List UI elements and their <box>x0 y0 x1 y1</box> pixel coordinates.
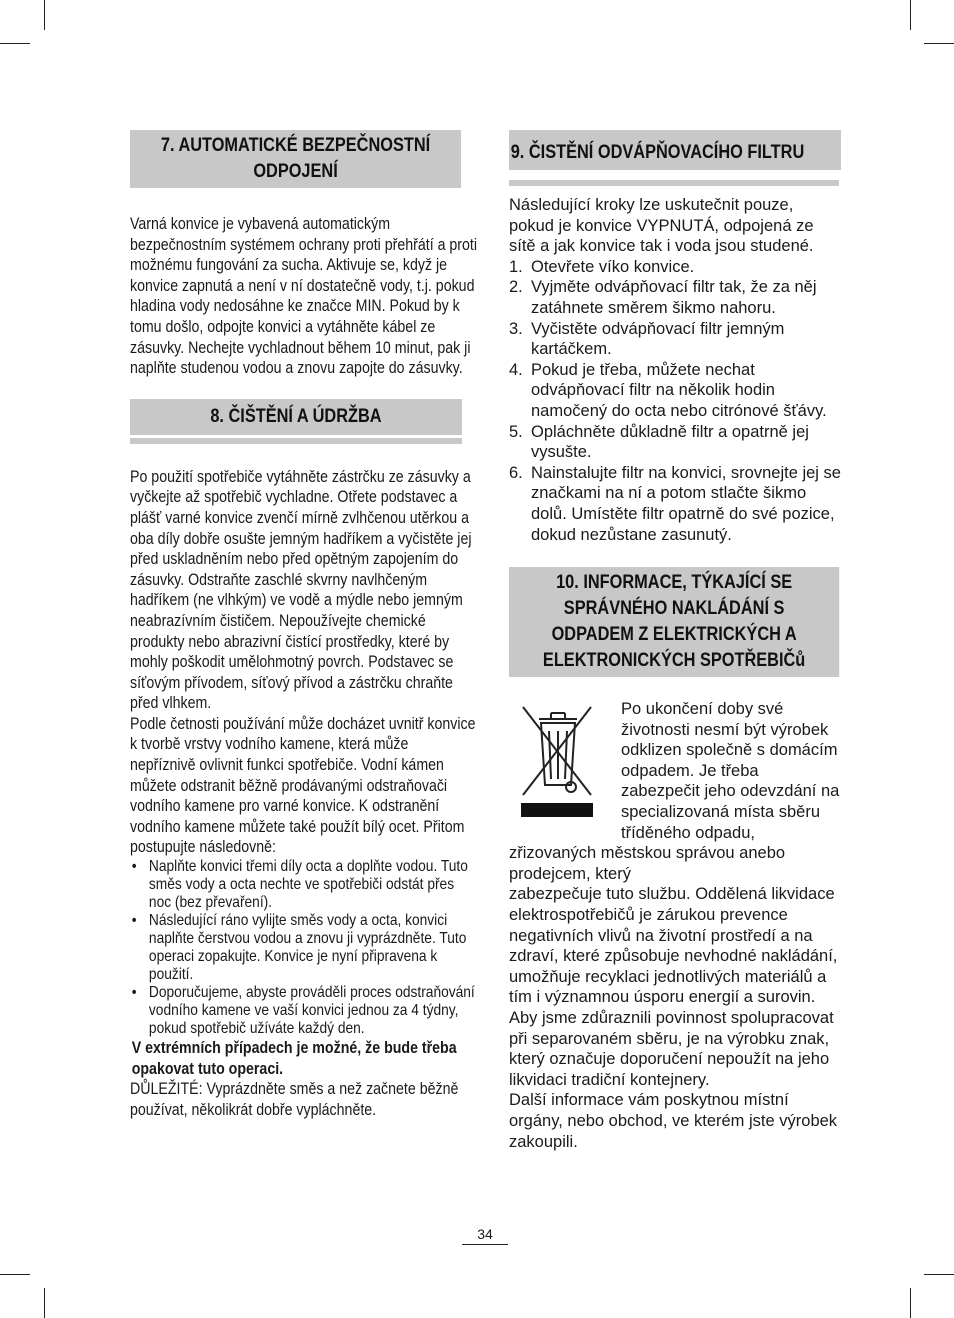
crop-mark <box>924 43 954 44</box>
page-number: 34 <box>462 1226 508 1245</box>
bold-note: V extrémních případech je možné, že bude třeba opakovat tuto operaci. <box>131 1039 457 1078</box>
weee-block <box>509 699 841 1152</box>
section8-heading <box>130 399 462 444</box>
crop-mark <box>910 0 911 30</box>
section10-title-line: 10. INFORMACE, TÝKAJÍCÍ SE <box>556 572 793 594</box>
bullet-icon: • <box>131 858 137 876</box>
list-item: 3. Vyčistěte odvápňovací filtr jemným kartáčkem. <box>509 319 785 359</box>
list-item: 6. Nainstalujte filtr na konvici, srovnejte jej se značkami na ní a potom stlačte šikmo dolů. Umístěte filtr opatrně do své pozice, dokud nezůstane zasunutý. <box>509 463 841 544</box>
bullet-icon: • <box>131 984 137 1002</box>
crop-mark <box>910 1288 911 1318</box>
section8-title: 8. ČIŠTĚNÍ A ÚDRŽBA <box>210 405 382 427</box>
section10-heading <box>509 567 839 677</box>
bullet-icon: • <box>131 912 137 930</box>
section8-body2: Podle četnosti používání může docházet uvnitř konvice k tvorbě vrstvy vodního kamene, která může nepříznivě ovlivnit funkci spotřebiče. Vodní kámen můžete odstranit běžně prodávanými odstraňovači vodního kamene pro varné konvice. K odstranění vodního kamene můžete také použít bílý ocet. Přitom postupujte následovně: <box>130 714 476 857</box>
section-rule <box>509 180 839 186</box>
list-item: • Následující ráno vylijte směs vody a octa, konvici naplňte čerstvou vodou a znovu ji vyprázdněte. Tuto operaci zopakujte. Konvice je nyní připravena k použití. <box>131 912 467 984</box>
filter-steps <box>509 257 841 545</box>
list-item: • Naplňte konvici třemi díly octa a doplňte vodou. Tuto směs vody a octa nechte ve spotřebiči odstát přes noc (bez převaření). <box>131 858 468 912</box>
weee-body4: Další informace vám poskytnou místní orgány, nebo obchod, ve kterém jste výrobek zakoupili. <box>509 1091 838 1151</box>
right-column <box>509 130 841 1152</box>
important-note: DŮLEŽITÉ: Vyprázdněte směs a než začnete běžně používat, několikrát dobře vypláchněte. <box>130 1080 459 1119</box>
section9-intro: Následující kroky lze uskutečnit pouze, pokud je konvice VYPNUTÁ, odpojená ze sítě a jak konvice tak i voda jsou studené. <box>509 196 814 256</box>
section7-body: Varná konvice je vybavená automatickým bezpečnostním systémem ochrany proti přehřátí a proti možnému fungování za sucha. Aktivuje se, když je konvice zapnutá a není v ní dostatečně vody, t.j. pokud hladina vody nedosáhne ke značce MIN. Pokud by k tomu došlo, odpojte konvici a vytáhněte kábel ze zásuvky. Nechejte vychladnout během 10 minut, pak ji naplňte studenou vodou a znovu zapojte do zásuvky. <box>130 215 478 378</box>
crop-mark <box>44 1288 45 1318</box>
weee-side-text: Po ukončení doby své životnosti nesmí být výrobek odklizen společně s domácím odpadem. Je třeba zabezpečit jeho odevzdání na specializovaná místa sběru tříděného odpadu, <box>621 700 840 842</box>
list-item: • Doporučujeme, abyste prováděli proces odstraňování vodního kamene ve vaší konvici jednou za 4 týdny, pokud spotřebič užíváte každý den. <box>131 984 475 1038</box>
section-rule <box>130 438 462 444</box>
section8-body1: Po použití spotřebiče vytáhněte zástrčku ze zásuvky a vyčkejte až spotřebič vychladne. Otřete podstavec a plášť varné konvice zvenčí mírně zvlhčenou utěrkou a oba díly dobře osušte jemným hadříkem a vyčistěte jej před uskladněním nebo před opětným zapojením do zásuvky. Odstraňte zaschlé skvrny navlhčeným hadříkem (ne vlhkým) ve vodě a mýdle nebo jemným neabrazívním čističem. Nepoužívejte chemické produkty nebo abrazivní čistící prostředky, které by mohly poškodit umělohmotný povrch. Podstavec se síťovým přívodem, síťový přívod a zástrčku chraňte před vlhkem. <box>130 467 472 713</box>
crossed-bin-icon <box>519 703 595 823</box>
weee-body3: Aby jsme zdůraznili povinnost spolupracovat při separovaném sběru, je na výrobku znak, který označuje doporučení nepoužít na jeho likvidaci tradiční kontejnery. <box>509 1009 834 1089</box>
list-item: 4. Pokud je třeba, můžete nechat odvápňovací filtr na několik hodin namočený do octa nebo citrónové šťávy. <box>509 360 827 420</box>
section9-heading <box>509 130 839 186</box>
weee-body2: zabezpečuje tuto službu. Oddělená likvidace elektrospotřebičů je zárukou prevence negativních vlivů na životní prostředí a na zdraví, které způsobuje nevhodné nakládání, umožňuje recyklaci jednotlivých materiálů a tím i významnou úsporu energií a surovin. <box>509 885 838 1007</box>
weee-body1: zřizovaných městskou správou anebo prodejcem, který <box>509 844 786 883</box>
descaling-list <box>130 858 477 1038</box>
crop-mark <box>924 1274 954 1275</box>
section10-title-line: ELEKTRONICKÝCH SPOTŘEBIČů <box>542 650 806 672</box>
section7-title-line2: ODPOJENÍ <box>253 161 338 182</box>
section10-title-line: SPRÁVNÉHO NAKLÁDÁNÍ S <box>563 598 785 620</box>
crop-mark <box>0 1274 30 1275</box>
list-item: 2. Vyjměte odvápňovací filtr tak, že za něj zatáhnete směrem šikmo nahoru. <box>509 278 817 317</box>
list-item: 1. Otevřete víko konvice. <box>509 257 695 276</box>
crop-mark <box>44 0 45 30</box>
section7-heading <box>130 130 461 188</box>
section9-title: 9. ČISTĚNÍ ODVÁPŇOVACÍHO FILTRU <box>510 142 805 163</box>
left-column <box>130 130 478 1120</box>
section10-title-line: ODPADEM Z ELEKTRICKÝCH A <box>551 624 797 646</box>
crop-mark <box>0 43 30 44</box>
section7-title-line1: 7. AUTOMATICKÉ BEZPEČNOSTNÍ <box>160 135 431 156</box>
list-item: 5. Opláchněte důkladně filtr a opatrně jej vysušte. <box>509 422 809 462</box>
